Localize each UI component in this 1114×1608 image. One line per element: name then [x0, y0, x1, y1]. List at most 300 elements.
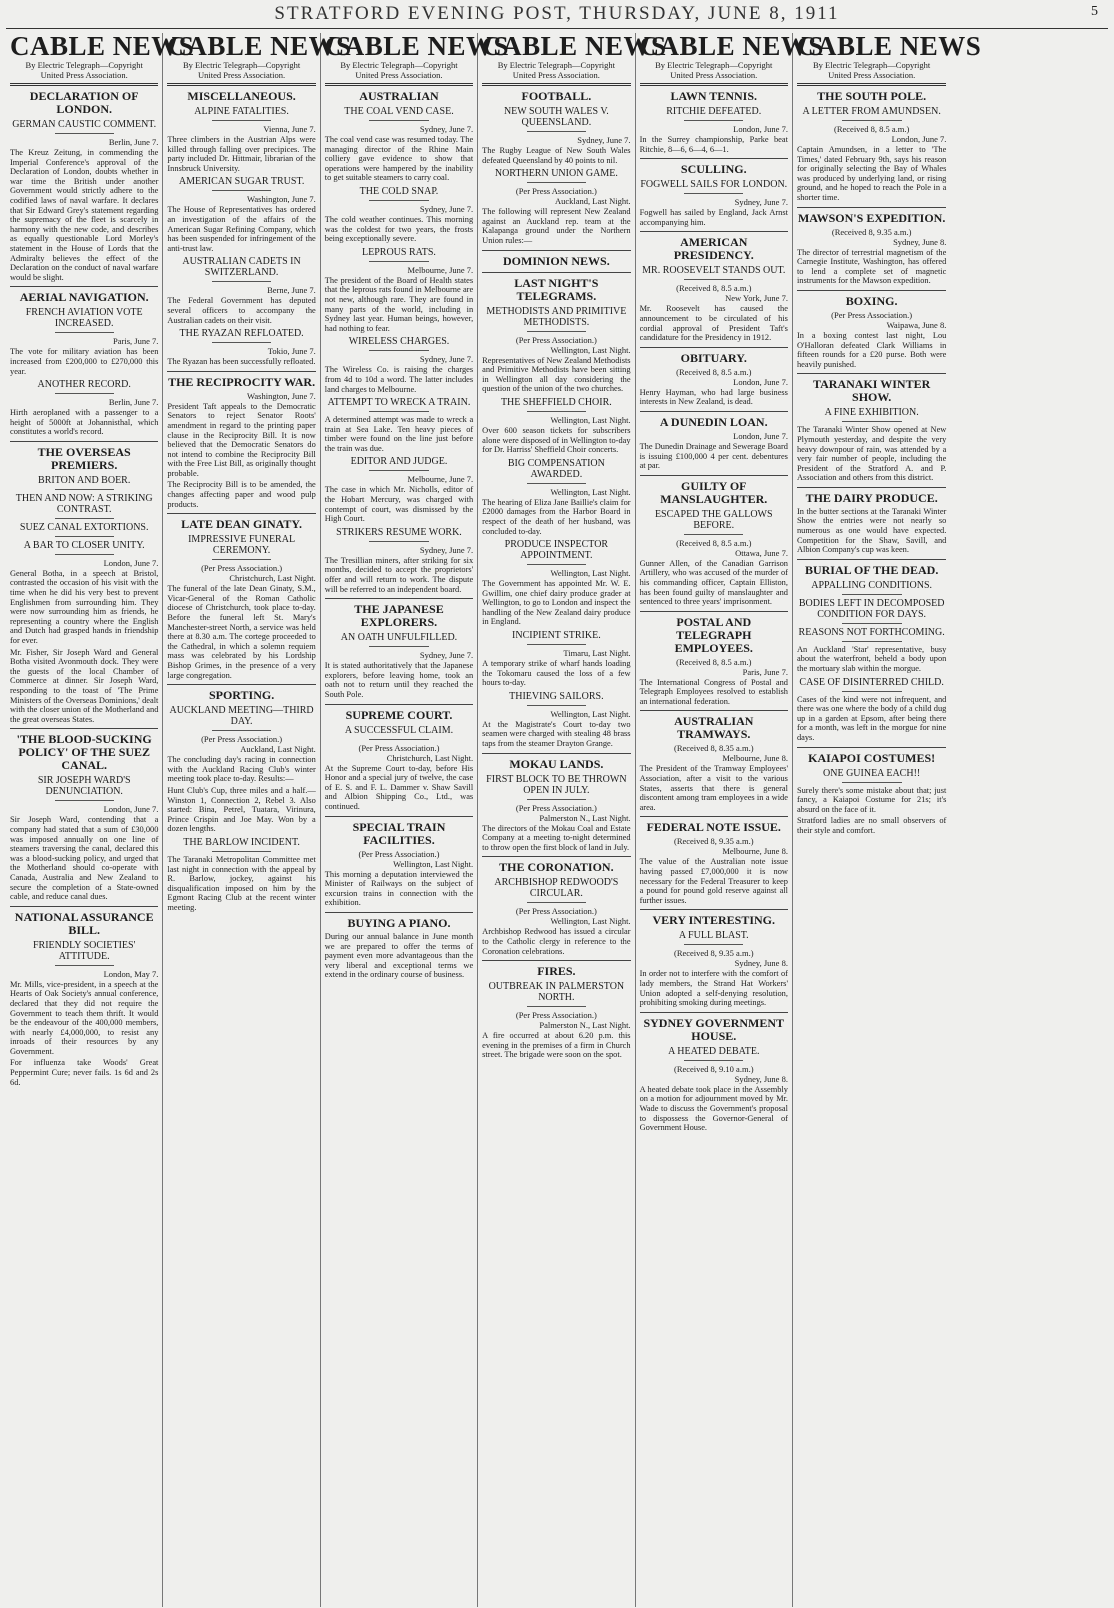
article-body: The director of terrestrial magnetism of the Carnegie Institute, Washington, has offered to lend a complete set of magnetic instruments for the Mawson expedition. — [796, 247, 947, 286]
section-rule — [482, 250, 630, 251]
dateline: Vienna, June 7. — [263, 124, 316, 134]
column-header-title: CABLE NEWS — [167, 31, 352, 61]
source-line: (Received 8, 9.10 a.m.) — [673, 1063, 754, 1074]
subheadline: BODIES LEFT IN DECOMPOSED CONDITION FOR DAYS. — [798, 597, 945, 620]
column-header — [10, 31, 195, 80]
section-rule — [640, 611, 788, 612]
dateline: Berlin, June 7. — [108, 137, 159, 147]
article-body: General Botha, in a speech at Bristol, contrasted the occasion of his visit with the time when he did his very best to prevent Englishmen from surrounding him. They were now surrounding him as friends, he representing a country where the English and Dutch had grasped hands in friendship for ever. — [10, 568, 159, 646]
headline: DOMINION NEWS. — [503, 253, 610, 268]
subheadline-rule — [55, 332, 114, 333]
source-line: (Per Press Association.) — [201, 734, 283, 745]
header-rule — [325, 83, 473, 86]
header-rule — [482, 83, 630, 86]
section-rule — [10, 286, 158, 287]
subheadline-rule — [55, 800, 114, 801]
article-body: The value of the Australian note issue having passed £7,000,000 it is now necessary for the Federal Treasurer to keep a pound for pound gold reserve against all further issues. — [639, 857, 788, 905]
section-rule — [640, 411, 788, 412]
subheadline-rule — [369, 200, 428, 201]
subheadline-rule — [212, 730, 271, 731]
subheadline: AUCKLAND MEETING—THIRD DAY. — [169, 705, 314, 728]
news-column — [6, 31, 195, 1607]
subheadline: WIRELESS CHARGES. — [348, 336, 450, 348]
subheadline-rule — [369, 261, 428, 262]
section-rule — [797, 747, 946, 748]
source-line: (Received 8, 8.35 a.m.) — [673, 743, 754, 754]
subheadline-rule — [527, 902, 586, 903]
section-rule — [10, 441, 158, 442]
news-column — [321, 31, 510, 1607]
article-body: The president of the Board of Health states that the leprous rats found in Melbourne are not new, although rare. They are found in many parts of the world, including in Sydney last year. Human beings, however, had nothing to fear. — [324, 275, 474, 333]
section-rule — [797, 207, 946, 208]
dateline: Palmerston N., Last Night. — [539, 1020, 631, 1031]
subheadline: APPALLING CONDITIONS. — [811, 579, 933, 591]
header-rule — [797, 83, 946, 86]
subheadline: A HEATED DEBATE. — [668, 1045, 760, 1057]
subheadline: THE RYAZAN REFLOATED. — [179, 328, 304, 340]
subheadline: THE BARLOW INCIDENT. — [183, 836, 300, 848]
article-body: This morning a deputation interviewed the Minister of Railways on the subject of excursion trains in connection with the exhibition. — [324, 869, 474, 908]
subheadline-rule — [55, 133, 114, 134]
section-rule — [482, 272, 630, 273]
article-body: The case in which Mr. Nicholls, editor of the Hobart Mercury, was charged with contempt of court, was dismissed by the High Court. — [324, 485, 474, 524]
section-rule — [797, 487, 946, 488]
dateline: Sydney, June 8. — [893, 236, 947, 247]
section-rule — [167, 684, 315, 685]
source-line: (Received 8, 9.35 a.m.) — [673, 836, 754, 847]
article-body: In the butter sections at the Taranaki Winter Show the entries were not nearly so numerous as one would have expected. Competition for the Shaw, Savill, and Albion Company's cup was keen. — [796, 506, 947, 555]
column-header-agency: United Press Association. — [828, 70, 916, 80]
article-body: An Auckland 'Star' representative, busy about the waterfront, beheld a body upon the mortuary slab within the morgue. — [796, 644, 947, 674]
dateline: New York, June 7. — [725, 293, 788, 304]
headline: TARANAKI WINTER SHOW. — [813, 377, 931, 405]
subheadline: NEW SOUTH WALES V. QUEENSLAND. — [503, 106, 609, 128]
dateline: Wellington, Last Night. — [550, 414, 631, 425]
source-line: (Per Press Association.) — [201, 563, 283, 574]
article-body: For influenza take Woods' Great Peppermint Cure; never fails. 1s 6d and 2s 6d. — [10, 1058, 159, 1087]
subheadline-rule — [55, 536, 114, 537]
headline: BURIAL OF THE DEAD. — [804, 562, 939, 577]
headline: SPECIAL TRAIN FACILITIES. — [352, 819, 446, 847]
section-rule — [10, 906, 158, 907]
subheadline: REASONS NOT FORTHCOMING. — [798, 626, 945, 638]
article-body: The Taranaki Metropolitan Committee met last night in connection with the appeal by R. Barlow, jockey, against his disqualification imposed on him by the Egmont Racing Club at the recent winter meeting. — [167, 854, 316, 912]
subheadline-rule — [842, 120, 902, 121]
subheadline: RITCHIE DEFEATED. — [666, 106, 762, 117]
subheadline: PRODUCE INSPECTOR APPOINTMENT. — [504, 539, 609, 562]
subheadline: ANOTHER RECORD. — [37, 379, 131, 391]
news-column — [478, 31, 667, 1607]
dateline: Waipawa, June 8. — [886, 319, 947, 330]
source-line: (Per Press Association.) — [515, 334, 597, 345]
subheadline-rule — [369, 411, 428, 412]
subheadline-rule — [842, 594, 902, 595]
source-line: (Per Press Association.) — [358, 848, 440, 859]
headline: AERIAL NAVIGATION. — [19, 290, 149, 305]
column-header-byline: By Electric Telegraph—Copyright — [182, 60, 301, 70]
article-body: Mr. Fisher, Sir Joseph Ward and General Botha visited Avonmouth dock. They were the guests of the local Chamber of Commerce at dinner. Sir Joseph Ward, responding to the toast of 'The Prime Ministers of the Overseas Dominions,' dealt with the closer union of the Motherland and the great overseas States. — [10, 647, 159, 724]
headline: THE RECIPROCITY WAR. — [168, 374, 316, 389]
article-body: Surely there's some mistake about that; just fancy, a Kaiapoi Costume for 21s; it's absurd on the face of it. — [796, 785, 947, 814]
subheadline-rule — [684, 120, 743, 121]
dateline: Paris, June 7. — [742, 666, 788, 677]
article-body: The concluding day's racing in connection with the Auckland Racing Club's winter meeting took place to-day. Results:— — [167, 755, 316, 784]
column-header-title: CABLE NEWS — [482, 31, 667, 61]
article-body: A heated debate took place in the Assembly on a motion for adjournment moved by Mr. Wade to discuss the Government's proposal to dispossess the Governor-General of Government House. — [639, 1084, 788, 1133]
headline: LAWN TENNIS. — [670, 89, 757, 103]
dateline: Melbourne, June 7. — [407, 264, 474, 275]
source-line: (Received 8, 8.5 a.m.) — [834, 124, 910, 134]
subheadline-rule — [842, 623, 902, 624]
subheadline: ALPINE FATALITIES. — [194, 106, 289, 117]
subheadline: A SUCCESSFUL CLAIM. — [344, 724, 454, 736]
article-body: A determined attempt was made to wreck a train at Sea Lake. Ten heavy pieces of timber were found on the line just before the train was due. — [324, 415, 474, 453]
article-body: Mr. Roosevelt has caused the announcement to be circulated of his cordial approval of President Taft's candidature for the Presidency in 1912. — [639, 304, 788, 343]
article-body: The Federal Government has deputed several officers to accompany the Australian cadets on their visit. — [167, 296, 316, 325]
headline: GUILTY OF MANSLAUGHTER. — [660, 478, 768, 506]
subheadline-rule — [212, 120, 271, 121]
subheadline-rule — [212, 342, 271, 343]
headline: SPORTING. — [208, 688, 275, 703]
headline: VERY INTERESTING. — [652, 913, 775, 928]
article-body: The Ryazan has been successfully refloated. — [167, 357, 316, 367]
headline: A DUNEDIN LOAN. — [659, 414, 768, 429]
dateline: Sydney, June 8. — [734, 958, 788, 969]
article-body: The coal vend case was resumed today. The managing director of the Rhine Main colliery gave evidence to show that operations were hampered by the inability to get suitable steamers to carry coal. — [324, 135, 474, 183]
section-rule — [797, 290, 946, 291]
source-line: (Received 8, 8.5 a.m.) — [676, 656, 752, 667]
subheadline: NORTHERN UNION GAME. — [494, 168, 618, 180]
headline: FIRES. — [537, 964, 576, 979]
article-body: The directors of the Mokau Coal and Estate Company at a meeting to-night determined to throw open the first block of land in July. — [482, 823, 631, 852]
dateline: Melbourne, June 8. — [722, 753, 788, 764]
dateline: Palmerston N., Last Night. — [539, 812, 631, 823]
dateline: Sydney, June 7. — [419, 124, 474, 134]
article-body: The Government has appointed Mr. W. E. Gwillim, one chief dairy produce grader at Wellington, to go to London and inspect the handling of the New Zealand dairy produce in England. — [482, 579, 631, 627]
subheadline-rule — [369, 350, 428, 351]
dateline: Auckland, Last Night. — [240, 744, 316, 755]
dateline: London, June 7. — [733, 124, 788, 134]
column-header — [796, 31, 982, 80]
headline: OBITUARY. — [680, 350, 747, 365]
subheadline-rule — [684, 1060, 743, 1061]
subheadline: THE SHEFFIELD CHOIR. — [500, 396, 612, 408]
subheadline-rule — [527, 1006, 586, 1007]
subheadline-rule — [527, 644, 586, 645]
news-column — [636, 31, 824, 1607]
article-body: Henry Hayman, who had large business interests in New Zealand, is dead. — [639, 387, 788, 407]
subheadline: FRENCH AVIATION VOTE INCREASED. — [25, 307, 143, 330]
masthead-title: STRATFORD EVENING POST, THURSDAY, JUNE 8, 1911 — [274, 3, 840, 24]
subheadline-rule — [369, 470, 428, 471]
dateline: Timaru, Last Night. — [563, 648, 631, 659]
dateline: London, June 7. — [103, 804, 159, 815]
dateline: Wellington, Last Night. — [550, 344, 631, 355]
dateline: Berlin, June 7. — [108, 397, 159, 408]
subheadline: THE COAL VEND CASE. — [344, 106, 454, 117]
subheadline-rule — [212, 851, 271, 852]
subheadline-rule — [527, 182, 586, 183]
headline: MAWSON'S EXPEDITION. — [797, 210, 946, 225]
subheadline-rule — [55, 393, 114, 394]
subheadline-rule — [527, 564, 586, 565]
column-header — [324, 31, 510, 80]
section-rule — [640, 710, 788, 711]
article-body: The Rugby League of New South Wales defeated Queensland by 40 points to nil. — [482, 146, 631, 165]
subheadline: GERMAN CAUSTIC COMMENT. — [12, 119, 157, 130]
section-rule — [482, 753, 630, 754]
dateline: Sydney, June 7. — [419, 203, 474, 214]
headline: AUSTRALIAN — [359, 89, 439, 103]
dateline: London, June 7. — [733, 430, 788, 441]
section-rule — [482, 856, 630, 857]
header-rule — [167, 83, 315, 86]
headline: SUPREME COURT. — [345, 707, 453, 722]
article-body: Gunner Allen, of the Canadian Garrison Artillery, who was accused of the murder of his commanding officer, Captain Elliston, has been found guilty of manslaughter and sentenced to three years' imprisonment. — [639, 558, 788, 607]
subheadline-rule — [527, 131, 586, 132]
article-body: The Wireless Co. is raising the charges from 4d to 10d a word. The latter includes land charges to Melbourne. — [324, 365, 474, 394]
headline: POSTAL AND TELEGRAPH EMPLOYEES. — [674, 614, 753, 655]
headline: MOKAU LANDS. — [509, 756, 604, 771]
dateline: Wellington, Last Night. — [550, 486, 631, 497]
headline: AUSTRALIAN TRAMWAYS. — [674, 714, 754, 742]
subheadline-rule — [684, 193, 743, 194]
headline: AMERICAN PRESIDENCY. — [673, 235, 754, 263]
article-body: The Kreuz Zeitung, in commending the Imperial Conference's approval of the Declaration of London, doubts whether in war time the British under another Government would strictly adhere to the codified laws of naval warfare. It declares that Sir Edward Grey's statement regarding the supremacy of the fleet is scarcely in harmony with the new code, and describes as equally questionable Lord Morley's statement in the House of Lords that the Admiralty believes the effect of the Declaration on the conduct of naval warfare would be slight. — [10, 148, 159, 282]
article-body: The following will represent New Zealand against an Auckland rep. team at the Kalapanga ground under the Northern Union rules:— — [482, 207, 631, 245]
dateline: London, June 7. — [103, 557, 159, 568]
source-line: (Received 8, 8.5 a.m.) — [676, 283, 752, 294]
article-body: The President of the Tramway Employees' Association, after a visit to the various States, asserts that there is general discontent among tram employees in a wide area. — [639, 764, 788, 812]
subheadline-rule — [369, 541, 428, 542]
column-header-title: CABLE NEWS — [324, 31, 510, 61]
dateline: Christchurch, Last Night. — [386, 752, 474, 763]
article-body: The Taranaki Winter Show opened at New Plymouth yesterday, and despite the very heavy downpour of rain, was attended by a very fair number of people, including the President of the Stratford A. and P. Association and others from this district. — [796, 425, 947, 483]
subheadline-rule — [55, 489, 114, 490]
column-header-agency: United Press Association. — [40, 70, 128, 80]
section-rule — [640, 475, 788, 476]
dateline: Sydney, June 7. — [419, 544, 474, 555]
article-body: In a boxing contest last night, Lou O'Halloran defeated Clark Williams in fifteen rounds for a £20 purse. Both were heavily punished. — [796, 330, 947, 369]
subheadline-rule — [369, 646, 428, 647]
dateline: Sydney, June 7. — [577, 135, 631, 145]
article-body: The hearing of Eliza Jane Baillie's claim for £2000 damages from the Harbor Board in respect of the death of her husband, was concluded to-day. — [482, 497, 631, 536]
column-header-agency: United Press Association. — [512, 70, 600, 80]
article-body: Cases of the kind were not infrequent, and there was one where the body of a child dug up in a garden at Epsom, after being there for a month, was left in the morgue for nine days. — [796, 694, 947, 742]
subheadline: A FULL BLAST. — [678, 930, 749, 942]
column-header — [482, 31, 667, 80]
dateline: Christchurch, Last Night. — [229, 573, 316, 584]
section-rule — [640, 231, 788, 232]
subheadline-rule — [842, 782, 902, 783]
column-header-title: CABLE NEWS — [10, 31, 195, 61]
dateline: Paris, June 7. — [113, 336, 159, 347]
subheadline: AUSTRALIAN CADETS IN SWITZERLAND. — [182, 256, 301, 279]
section-rule — [167, 513, 315, 514]
article-body: Over 600 season tickets for subscribers alone were disposed of in Wellington to-day for Dr. Harriss' Sheffield Choir concerts. — [482, 425, 631, 455]
subheadline: AMERICAN SUGAR TRUST. — [178, 176, 305, 188]
subheadline-rule — [684, 534, 743, 535]
article-body: A temporary strike of wharf hands loading the Tokomaru caused the loss of a few hours to-day. — [482, 659, 631, 688]
dateline: Washington, June 7. — [247, 390, 316, 401]
dateline: Auckland, Last Night. — [555, 196, 631, 207]
source-line: (Per Press Association.) — [515, 906, 597, 917]
section-rule — [640, 158, 788, 159]
column-header-byline: By Electric Telegraph—Copyright — [497, 60, 615, 70]
subheadline-rule — [684, 279, 743, 280]
source-line: (Per Press Association.) — [831, 309, 913, 320]
subheadline: ATTEMPT TO WRECK A TRAIN. — [327, 397, 471, 409]
subheadline: ARCHBISHOP REDWOOD'S CIRCULAR. — [494, 877, 619, 900]
header-rule — [10, 83, 158, 86]
dateline: Wellington, Last Night. — [550, 916, 631, 927]
subheadline: SUEZ CANAL EXTORTIONS. — [19, 521, 149, 533]
article-body: During our annual balance in June month we are prepared to offer the terms of payment even more advantageous than the very liberal and exceptional terms we extend in the ordinary course of business. — [324, 931, 474, 980]
subheadline: MR. ROOSEVELT STANDS OUT. — [642, 265, 786, 277]
subheadline-rule — [842, 641, 902, 642]
subheadline-rule — [527, 483, 586, 484]
article-body: The House of Representatives has ordered an investigation of the affairs of the American Sugar Refining Company, which has been suspended for infringement of the anti-trust law. — [167, 205, 316, 253]
subheadline: STRIKERS RESUME WORK. — [336, 526, 462, 538]
subheadline-rule — [527, 331, 586, 332]
page-number: 5 — [1091, 4, 1098, 19]
headline: 'THE BLOOD-SUCKING POLICY' OF THE SUEZ CANAL. — [16, 732, 152, 773]
source-line: (Received 8, 9.35 a.m.) — [831, 226, 912, 237]
dateline: Berne, June 7. — [267, 285, 316, 296]
subheadline-rule — [684, 944, 743, 945]
dateline: London, May 7. — [103, 968, 159, 979]
section-rule — [640, 816, 788, 817]
source-line: (Received 8, 8.5 a.m.) — [676, 537, 752, 548]
dateline: Melbourne, June 7. — [407, 474, 474, 485]
article-body: In the Surrey championship, Parke beat Ritchie, 8—6, 6—4, 6—1. — [639, 135, 788, 154]
dateline: Sydney, June 7. — [419, 650, 474, 661]
column-header-agency: United Press Association. — [670, 70, 758, 80]
headline: BOXING. — [845, 293, 898, 308]
column-header-agency: United Press Association. — [355, 70, 443, 80]
article-body: Captain Amundsen, in a letter to 'The Times,' dated February 9th, says his reason for originally selecting the Bay of Whales was produced by underlying land, or rising ground, and he hoped to reach the Pole in a shorter time. — [796, 145, 947, 202]
article-body: Hunt Club's Cup, three miles and a half.—Winston 1, Connection 2, Rebel 3. Also started: Bina, Petrel, Tuatara, Virinura, Prince Crispin and Joe May. Won by a dozen lengths. — [167, 785, 316, 834]
article-body: Sir Joseph Ward, contending that a company had stated that a sum of £30,000 was imposed annually on one line of steamers traversing the canal, declared this was a blood-sucking policy, and urged that the Motherland should co-operate with Canada, Australia and New Zealand to secure the completion of a State-owned cable, and reduce canal dues. — [10, 815, 159, 902]
article-body: The Reciprocity Bill is to be amended, the changes affecting paper and wood pulp products. — [167, 480, 316, 509]
article-body: The funeral of the late Dean Ginaty, S.M., Vicar-General of the Roman Catholic diocese of Christchurch, took place to-day. Before the funeral left St. Mary's Manchester-street North, a service was held there at 8.30 a.m. The cortege proceeded to the Cathedral, in which a solemn requiem mass was celebrated by his Lordship Bishop Grimes, in the presence of a very large congregation. — [167, 584, 316, 680]
section-rule — [640, 347, 788, 348]
dateline: Sydney, June 7. — [734, 197, 788, 208]
source-line: (Received 8, 9.35 a.m.) — [673, 948, 754, 959]
dateline: Wellington, Last Night. — [393, 858, 474, 869]
subheadline-rule — [527, 705, 586, 706]
subheadline-rule — [212, 559, 271, 560]
dateline: Sydney, June 7. — [419, 354, 474, 365]
column-header-byline: By Electric Telegraph—Copyright — [340, 60, 458, 70]
dateline: Ottawa, June 7. — [735, 547, 788, 558]
column-header — [639, 31, 824, 80]
article-body: At the Supreme Court to-day, before His Honor and a special jury of twelve, the case of E. S. and F. L. Dammer v. Shaw Savill and Albion Shipping Co., Ltd., was continued. — [324, 763, 474, 811]
section-rule — [640, 1012, 788, 1013]
subheadline: SIR JOSEPH WARD'S DENUNCIATION. — [37, 775, 131, 798]
article-body: At the Magistrate's Court to-day two seamen were charged with stealing 48 brass taps from the steamer Drayton Grange. — [482, 719, 631, 749]
subheadline: FIRST BLOCK TO BE THROWN OPEN IN JULY. — [486, 773, 627, 796]
article-body: The cold weather continues. This morning was the coldest for two years, the frosts being exceptionally severe. — [324, 214, 474, 244]
subheadline-rule — [527, 411, 586, 412]
subheadline: BRITON AND BOER. — [38, 474, 131, 486]
article-body: Stratford ladies are no small observers of their style and comfort. — [796, 816, 947, 835]
source-line: (Per Press Association.) — [515, 1010, 597, 1021]
headline: FOOTBALL. — [521, 89, 592, 103]
subheadline: FOGWELL SAILS FOR LONDON. — [640, 179, 788, 191]
subheadline-rule — [369, 120, 428, 121]
subheadline: THIEVING SAILORS. — [509, 690, 604, 702]
section-rule — [797, 559, 946, 560]
subheadline: INCIPIENT STRIKE. — [512, 630, 601, 642]
subheadline-rule — [55, 965, 114, 966]
subheadline-rule — [842, 421, 902, 422]
headline: THE OVERSEAS PREMIERS. — [37, 444, 131, 472]
section-rule — [325, 704, 473, 705]
article-body: The Tresillian miners, after striking for six months, decided to accept the proprietors' offer and will return to work. The dispute will be referred to an independent board. — [324, 555, 474, 594]
section-rule — [325, 912, 473, 913]
section-rule — [640, 909, 788, 910]
news-column — [163, 31, 352, 1607]
masthead — [6, 0, 1108, 29]
source-line: (Per Press Association.) — [515, 802, 597, 813]
subheadline: AN OATH UNFULFILLED. — [340, 632, 458, 644]
dateline: Wellington, Last Night. — [550, 568, 631, 579]
subheadline-rule — [842, 691, 902, 692]
headline: KAIAPOI COSTUMES! — [808, 750, 936, 765]
header-rule — [640, 83, 788, 86]
column-header-byline: By Electric Telegraph—Copyright — [25, 60, 143, 70]
headline: LATE DEAN GINATY. — [181, 517, 302, 532]
article-body: The International Congress of Postal and Telegraph Employees resolved to establish an international federation. — [639, 677, 788, 706]
subheadline-rule — [212, 281, 271, 282]
source-line: (Per Press Association.) — [515, 186, 597, 197]
headline: THE CORONATION. — [499, 860, 614, 875]
headline: SCULLING. — [680, 162, 747, 177]
headline: MISCELLANEOUS. — [187, 89, 296, 103]
subheadline: BIG COMPENSATION AWARDED. — [507, 457, 605, 480]
section-rule — [167, 371, 315, 372]
section-rule — [482, 960, 630, 961]
subheadline: CASE OF DISINTERRED CHILD. — [799, 676, 944, 688]
headline: DECLARATION OF LONDON. — [29, 89, 139, 116]
dateline: Tokio, June 7. — [267, 346, 316, 357]
news-column — [793, 31, 982, 1607]
article-body: Archbishop Redwood has issued a circular to the Catholic clergy in reference to the Coronation celebrations. — [482, 927, 631, 956]
article-body: Representatives of New Zealand Methodists and Primitive Methodists have been sitting in Wellington all day considering the question of the union of the two churches. — [482, 355, 631, 394]
columns-container — [6, 33, 1108, 1607]
column-header-title: CABLE NEWS — [639, 31, 824, 61]
column-header-byline: By Electric Telegraph—Copyright — [655, 60, 773, 70]
subheadline: EDITOR AND JUDGE. — [350, 456, 448, 468]
subheadline-rule — [369, 739, 428, 740]
article-body: President Taft appeals to the Democratic Senators to reject Senator Roots' amendment in regard to the printing paper clause in the Reciprocity Bill. It is now believed that the Democratic Senators do not intend to combine the Reciprocity Bill with the Free List Bill, as originally thought probable. — [167, 401, 316, 478]
subheadline: THEN AND NOW: A STRIKING CONTRAST. — [15, 492, 153, 515]
dateline: Melbourne, June 8. — [722, 846, 788, 857]
subheadline: THE COLD SNAP. — [359, 185, 439, 197]
subheadline: FRIENDLY SOCIETIES' ATTITUDE. — [33, 939, 136, 962]
article-body: Fogwell has sailed by England, Jack Arnst accompanying him. — [639, 208, 788, 227]
source-line: (Per Press Association.) — [358, 742, 440, 753]
column-header-title: CABLE NEWS — [796, 31, 982, 61]
section-rule — [10, 728, 158, 729]
dateline: Washington, June 7. — [247, 194, 316, 205]
dateline: London, June 7. — [733, 376, 788, 387]
article-body: The vote for military aviation has been increased from £200,000 to £270,000 this year. — [10, 347, 159, 376]
subheadline: A BAR TO CLOSER UNITY. — [23, 539, 145, 551]
headline: BUYING A PIANO. — [347, 915, 451, 930]
article-body: Mr. Mills, vice-president, in a speech at the Hearts of Oak Society's annual conference, declared that they did not require the Government to teach them thrift. It would be the endeavour of the 400,000 members, with nearly £4,000,000, to resist any inroads of their resources by any Government. — [10, 979, 159, 1056]
